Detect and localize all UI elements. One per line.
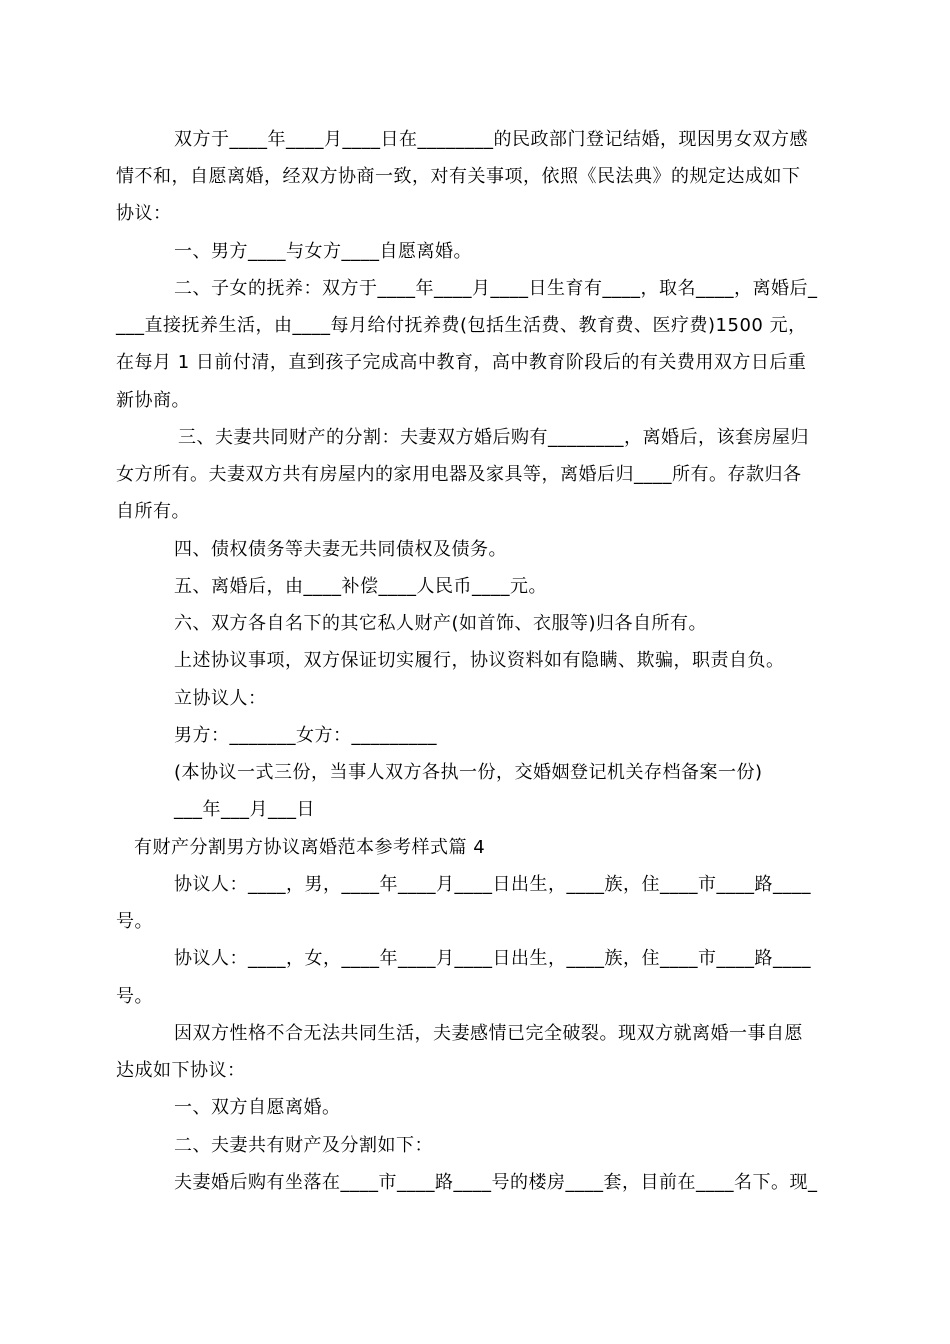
paragraph-line-1: 双方于____年____月____日在________的民政部门登记结婚，现因男女双方感 (174, 129, 808, 150)
clause-3-line-1: 三、夫妻共同财产的分割：夫妻双方婚后购有________，离婚后，该套房屋归 (178, 427, 809, 448)
party-2-line-2: 号。 (116, 986, 153, 1007)
section-heading: 有财产分割男方协议离婚范本参考样式篇 4 (134, 837, 486, 858)
signature-fields: 男方：_______女方：_________ (174, 725, 437, 746)
reason-line-1: 因双方性格不合无法共同生活，夫妻感情已完全破裂。现双方就离婚一事自愿 (174, 1023, 803, 1044)
guarantee-statement: 上述协议事项，双方保证切实履行，协议资料如有隐瞒、欺骗，职责自负。 (174, 650, 785, 671)
date-field: ___年___月___日 (174, 799, 315, 820)
clause-3-line-3: 自所有。 (116, 501, 190, 522)
party-1-line-1: 协议人：____，男，____年____月____日出生，____族，住____市____路____ (174, 874, 811, 895)
agreement-clause-1: 一、双方自愿离婚。 (174, 1097, 341, 1118)
paragraph-line-2: 情不和，自愿离婚，经双方协商一致，对有关事项，依照《民法典》的规定达成如下 (116, 166, 801, 187)
agreement-clause-2: 二、夫妻共有财产及分割如下： (174, 1135, 433, 1156)
clause-1: 一、男方____与女方____自愿离婚。 (174, 241, 472, 262)
clause-2-line-3: 在每月 1 日前付清，直到孩子完成高中教育，高中教育阶段后的有关费用双方日后重 (116, 352, 807, 373)
signatories-label: 立协议人： (174, 688, 267, 709)
clause-3-line-2: 女方所有。夫妻双方共有房屋内的家用电器及家具等，离婚后归____所有。存款归各 (116, 464, 802, 485)
clause-2-line-1: 二、子女的抚养：双方于____年____月____日生育有____，取名____，离婚后_ (174, 278, 818, 299)
copies-note: (本协议一式三份，当事人双方各执一份，交婚姻登记机关存档备案一份) (174, 762, 763, 783)
clause-2-line-2: ___直接抚养生活，由____每月给付抚养费(包括生活费、教育费、医疗费)1500 元， (116, 315, 807, 336)
party-2-line-1: 协议人：____，女，____年____月____日出生，____族，住____市____路____ (174, 948, 811, 969)
paragraph-line-3: 协议： (116, 203, 172, 224)
clause-6: 六、双方各自名下的其它私人财产(如首饰、衣服等)归各自所有。 (174, 613, 708, 634)
party-1-line-2: 号。 (116, 911, 153, 932)
clause-4: 四、债权债务等夫妻无共同债权及债务。 (174, 539, 507, 560)
clause-5: 五、离婚后，由____补偿____人民币____元。 (174, 576, 547, 597)
property-description: 夫妻婚后购有坐落在____市____路____号的楼房____套，目前在____名下。现_ (174, 1172, 818, 1193)
clause-2-line-4: 新协商。 (116, 390, 190, 411)
reason-line-2: 达成如下协议： (116, 1060, 246, 1081)
